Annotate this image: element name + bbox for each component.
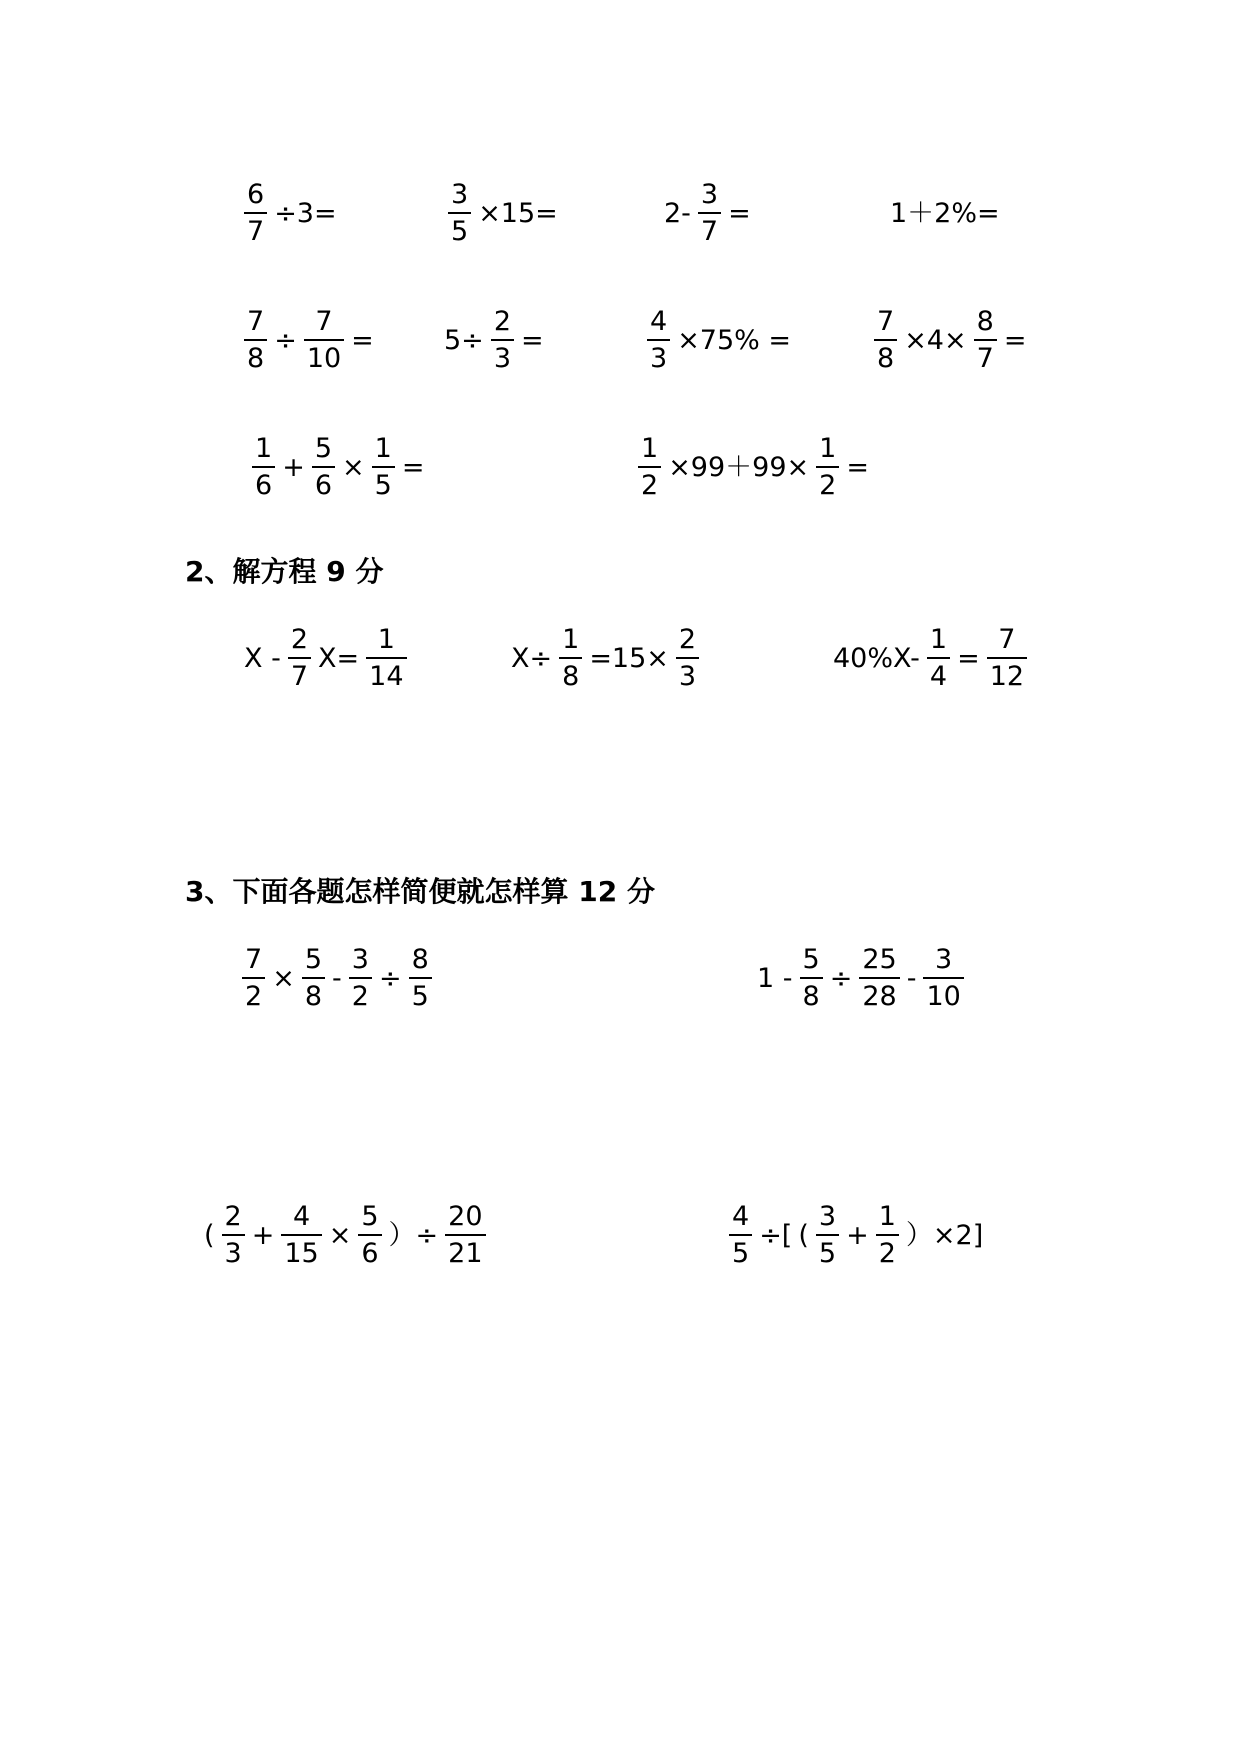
numerator: 3 [700,179,719,211]
numerator: 4 [650,306,668,338]
fraction [445,1199,485,1271]
denominator: 8 [304,980,322,1012]
numerator: 1 [255,433,273,465]
expression-text: ( [798,1219,809,1251]
denominator: 3 [493,342,511,374]
numerator: 1 [929,624,948,656]
expression-text: = [521,324,544,356]
expression-text: ÷ [829,962,853,994]
fraction [491,304,514,376]
section3-heading: 3、下面各题怎样简便就怎样算 12 分 [185,875,655,908]
equation-3 [830,608,1031,708]
expression-text: ×99＋99× [668,451,810,483]
denominator: 6 [314,469,332,501]
fraction [252,431,275,503]
fraction [800,942,823,1014]
numerator: 2 [224,1201,242,1233]
fraction [281,1199,321,1271]
fraction [288,622,311,694]
expression-text: × [328,1219,352,1251]
denominator: 15 [284,1237,319,1269]
denominator: 2 [351,980,369,1012]
denominator: 10 [926,980,961,1012]
expression-text: 40%X- [833,642,920,674]
denominator: 2 [878,1237,896,1269]
calc-r2-4 [870,290,1029,390]
calc-r1-1 [240,163,340,263]
expression-text: ×15= [478,197,558,229]
expression-text: X - [244,642,281,674]
denominator: 3 [678,660,697,692]
expression-text: ×4× [904,324,967,356]
numerator: 5 [304,944,322,976]
denominator: 8 [802,980,820,1012]
calc-r3-2 [634,417,872,517]
fraction [358,1199,381,1271]
expression-text: 5÷ [444,324,484,356]
expression-text: 2- [664,197,691,229]
expression-text: ）÷ [388,1219,439,1251]
expression-text: × [272,962,295,994]
numerator: 1 [374,433,392,465]
expression-text: × [342,451,365,483]
expression-text: ÷[ [759,1219,793,1251]
denominator: 7 [700,215,719,247]
denominator: 5 [732,1237,750,1269]
numerator: 2 [493,306,511,338]
numerator: 1 [562,624,580,656]
denominator: 3 [224,1237,242,1269]
expression-text: 1 - [757,962,793,994]
fraction [366,622,406,694]
denominator: 6 [361,1237,379,1269]
expression-text: ( [204,1219,215,1251]
denominator: 7 [976,342,994,374]
numerator: 7 [245,944,263,976]
denominator: 3 [650,342,668,374]
numerator: 20 [448,1201,483,1233]
expression-text: ）×2] [905,1219,984,1251]
equation-2 [508,608,703,708]
fraction [816,1199,839,1271]
denominator: 8 [247,342,265,374]
equation-1 [241,608,411,708]
fraction [312,431,335,503]
expression-text: - [906,962,917,994]
fraction [874,304,897,376]
denominator: 12 [989,660,1025,692]
denominator: 8 [877,342,895,374]
denominator: 2 [245,980,263,1012]
fraction [349,942,372,1014]
numerator: 5 [314,433,332,465]
expression-text: =15× [589,642,669,674]
fraction [559,622,582,694]
fraction [372,431,395,503]
numerator: 6 [247,179,265,211]
numerator: 1 [819,433,837,465]
fraction [974,304,997,376]
section2-heading: 2、解方程 9 分 [185,555,384,588]
denominator: 4 [929,660,948,692]
numerator: 1 [377,624,395,656]
fraction [923,942,963,1014]
fraction [698,177,721,249]
expression-text: - [332,962,342,994]
numerator: 5 [361,1201,379,1233]
denominator: 7 [290,660,309,692]
expression-text: + [251,1219,275,1251]
calc-r2-2 [441,290,547,390]
numerator: 2 [678,624,697,656]
expression-text: ÷ [378,962,402,994]
expression-text: ÷3= [274,197,337,229]
simplify-2 [754,928,968,1028]
fraction [242,942,265,1014]
expression-text: = [401,451,425,483]
fraction [876,1199,899,1271]
denominator: 10 [306,342,342,374]
numerator: 8 [411,944,429,976]
numerator: 25 [862,944,897,976]
expression-text: = [728,197,751,229]
numerator: 7 [877,306,895,338]
calc-r2-1 [240,290,377,390]
fraction [816,431,839,503]
expression-text: = [957,642,980,674]
fraction [729,1199,752,1271]
expression-text: + [282,451,305,483]
fraction [927,622,950,694]
denominator: 5 [451,215,469,247]
denominator: 5 [411,980,429,1012]
numerator: 3 [351,944,369,976]
fraction [647,304,670,376]
expression-text: = [846,451,869,483]
numerator: 3 [818,1201,837,1233]
simplify-4 [725,1185,986,1285]
fraction [302,942,325,1014]
numerator: 7 [998,624,1016,656]
denominator: 6 [255,469,273,501]
denominator: 21 [448,1237,483,1269]
calc-r1-4 [887,163,1003,263]
expression-text: ÷ [274,324,297,356]
fraction [244,304,267,376]
numerator: 7 [247,306,265,338]
numerator: 3 [451,179,469,211]
expression-text: = [1003,324,1027,356]
numerator: 4 [292,1201,311,1233]
fraction [987,622,1027,694]
denominator: 5 [374,469,392,501]
simplify-1 [238,928,436,1028]
calc-r1-2 [444,163,561,263]
denominator: 28 [862,980,897,1012]
denominator: 2 [819,469,837,501]
numerator: 3 [935,944,953,976]
fraction [676,622,699,694]
denominator: 7 [247,215,265,247]
numerator: 5 [802,944,820,976]
calc-r3-1 [248,417,427,517]
numerator: 1 [878,1201,896,1233]
numerator: 7 [315,306,333,338]
expression-text: + [846,1219,869,1251]
numerator: 4 [732,1201,750,1233]
calc-r1-3 [661,163,754,263]
simplify-3 [201,1185,490,1285]
expression-text: ×75% = [677,324,792,356]
expression-text: 1＋2%= [890,197,1000,229]
fraction [638,431,661,503]
denominator: 14 [369,660,404,692]
fraction [304,304,344,376]
expression-text: = [351,324,374,356]
numerator: 2 [290,624,309,656]
fraction [244,177,267,249]
denominator: 5 [818,1237,837,1269]
fraction [409,942,432,1014]
fraction [859,942,899,1014]
denominator: 8 [562,660,580,692]
calc-r2-3 [643,290,794,390]
numerator: 1 [641,433,659,465]
expression-text: X= [318,642,360,674]
denominator: 2 [641,469,659,501]
numerator: 8 [976,306,994,338]
fraction [448,177,471,249]
expression-text: X÷ [511,642,553,674]
fraction [222,1199,245,1271]
